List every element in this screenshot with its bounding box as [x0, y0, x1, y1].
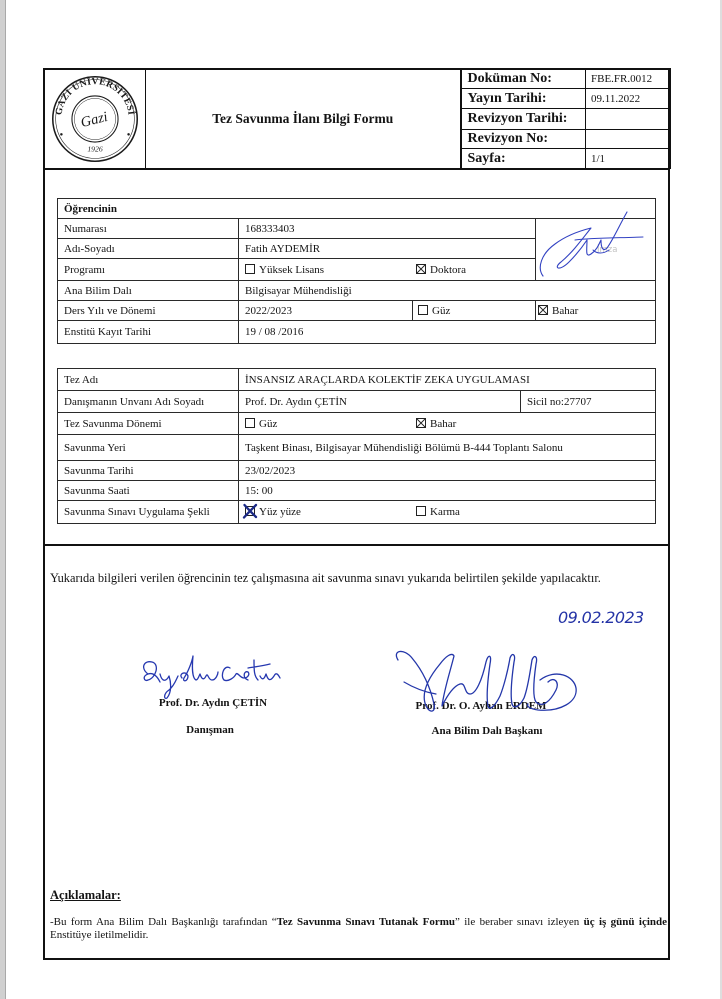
thesis-time-value: 15: 00: [239, 481, 656, 501]
department-head-name: Prof. Dr. O. Ayhan ERDEM: [415, 700, 547, 712]
seal-year-text: 1926: [86, 144, 103, 154]
thesis-date-label: Savunma Tarihi: [58, 461, 239, 481]
meta-label-publish-date: Yayın Tarihi:: [461, 89, 586, 109]
student-name-label: Adı-Soyadı: [58, 239, 239, 259]
student-name-value: Fatih AYDEMİR: [239, 239, 536, 259]
student-signature-label: İmza: [597, 245, 618, 255]
advisor-name: Prof. Dr. Aydın ÇETİN: [158, 697, 268, 709]
seal-script-text: Gazi: [78, 108, 109, 131]
notes-text-part3: Enstitüye iletilmelidir.: [50, 929, 149, 941]
defense-term-fall-label: Güz: [259, 417, 278, 430]
meta-label-revision-no: Revizyon No:: [461, 130, 586, 149]
student-academic-year: 2022/2023: [239, 301, 413, 321]
department-head-role: Ana Bilim Dalı Başkanı: [431, 725, 543, 737]
thesis-date-value: 23/02/2023: [239, 461, 656, 481]
thesis-location-label: Savunma Yeri: [58, 435, 239, 461]
student-section-title: Öğrencinin: [58, 199, 656, 219]
meta-value-document-no: FBE.FR.0012: [586, 69, 671, 89]
meta-label-revision-date: Revizyon Tarihi:: [461, 109, 586, 130]
student-number-label: Numarası: [58, 219, 239, 239]
thesis-location-value: Taşkent Binası, Bilgisayar Mühendisliği Bölümü B-444 Toplantı Salonu: [239, 435, 656, 461]
meta-value-page: 1/1: [586, 149, 671, 169]
term-spring-label: Bahar: [552, 304, 579, 317]
handwritten-signed-date: 09.02.2023: [558, 608, 644, 627]
format-in-person-label: Yüz yüze: [259, 506, 301, 518]
thesis-format-label: Savunma Sınavı Uygulama Şekli: [58, 501, 239, 524]
notes-text-part2: ” ile beraber sınavı izleyen: [454, 916, 584, 928]
meta-label-document-no: Doküman No:: [461, 69, 586, 89]
notes-text-part1: -Bu form Ana Bilim Dalı Başkanlığı tarafından “: [50, 916, 277, 928]
student-registration-label: Enstitü Kayıt Tarihi: [58, 321, 239, 344]
thesis-advisor-label: Danışmanın Unvanı Adı Soyadı: [58, 391, 239, 413]
student-term-label: Ders Yılı ve Dönemi: [58, 301, 239, 321]
scan-edge-left-line: [5, 0, 6, 999]
announcement-statement: Yukarıda bilgileri verilen öğrencinin tez çalışmasına ait savunma sınavı yukarıda belirtilen şekilde yapılacaktır.: [50, 571, 601, 585]
thesis-time-label: Savunma Saati: [58, 481, 239, 501]
term-fall-label: Güz: [432, 304, 451, 317]
meta-label-page: Sayfa:: [461, 149, 586, 169]
form-outer-frame: [43, 68, 670, 960]
student-department-value: Bilgisayar Mühendisliği: [239, 281, 656, 301]
thesis-title-label: Tez Adı: [58, 369, 239, 391]
notes-text-bold2: üç iş günü içinde: [583, 916, 667, 928]
program-masters-label: Yüksek Lisans: [259, 263, 325, 276]
student-program-label: Programı: [58, 259, 239, 281]
notes-text-bold1: Tez Savunma Sınavı Tutanak Formu: [276, 916, 455, 928]
student-registration-value: 19 / 08 /2016: [239, 321, 656, 344]
thesis-title-value: İNSANSIZ ARAÇLARDA KOLEKTİF ZEKA UYGULAMASI: [239, 369, 656, 391]
meta-value-publish-date: 09.11.2022: [586, 89, 671, 109]
notes-title: Açıklamalar:: [50, 888, 121, 902]
thesis-advisor-value: Prof. Dr. Aydın ÇETİN: [239, 391, 521, 413]
format-hybrid-label: Karma: [430, 506, 460, 518]
thesis-advisor-registry: Sicil no:27707: [521, 391, 656, 413]
student-department-label: Ana Bilim Dalı: [58, 281, 239, 301]
form-title: Tez Savunma İlanı Bilgi Formu: [146, 69, 461, 169]
thesis-term-label: Tez Savunma Dönemi: [58, 413, 239, 435]
program-doctorate-label: Doktora: [430, 263, 467, 276]
seal-university-textpath: GAZİ ÜNİVERSİTESİ: [52, 75, 137, 116]
student-number-value: 168333403: [239, 219, 536, 239]
advisor-role: Danışman: [186, 724, 234, 736]
defense-term-spring-label: Bahar: [430, 417, 457, 430]
